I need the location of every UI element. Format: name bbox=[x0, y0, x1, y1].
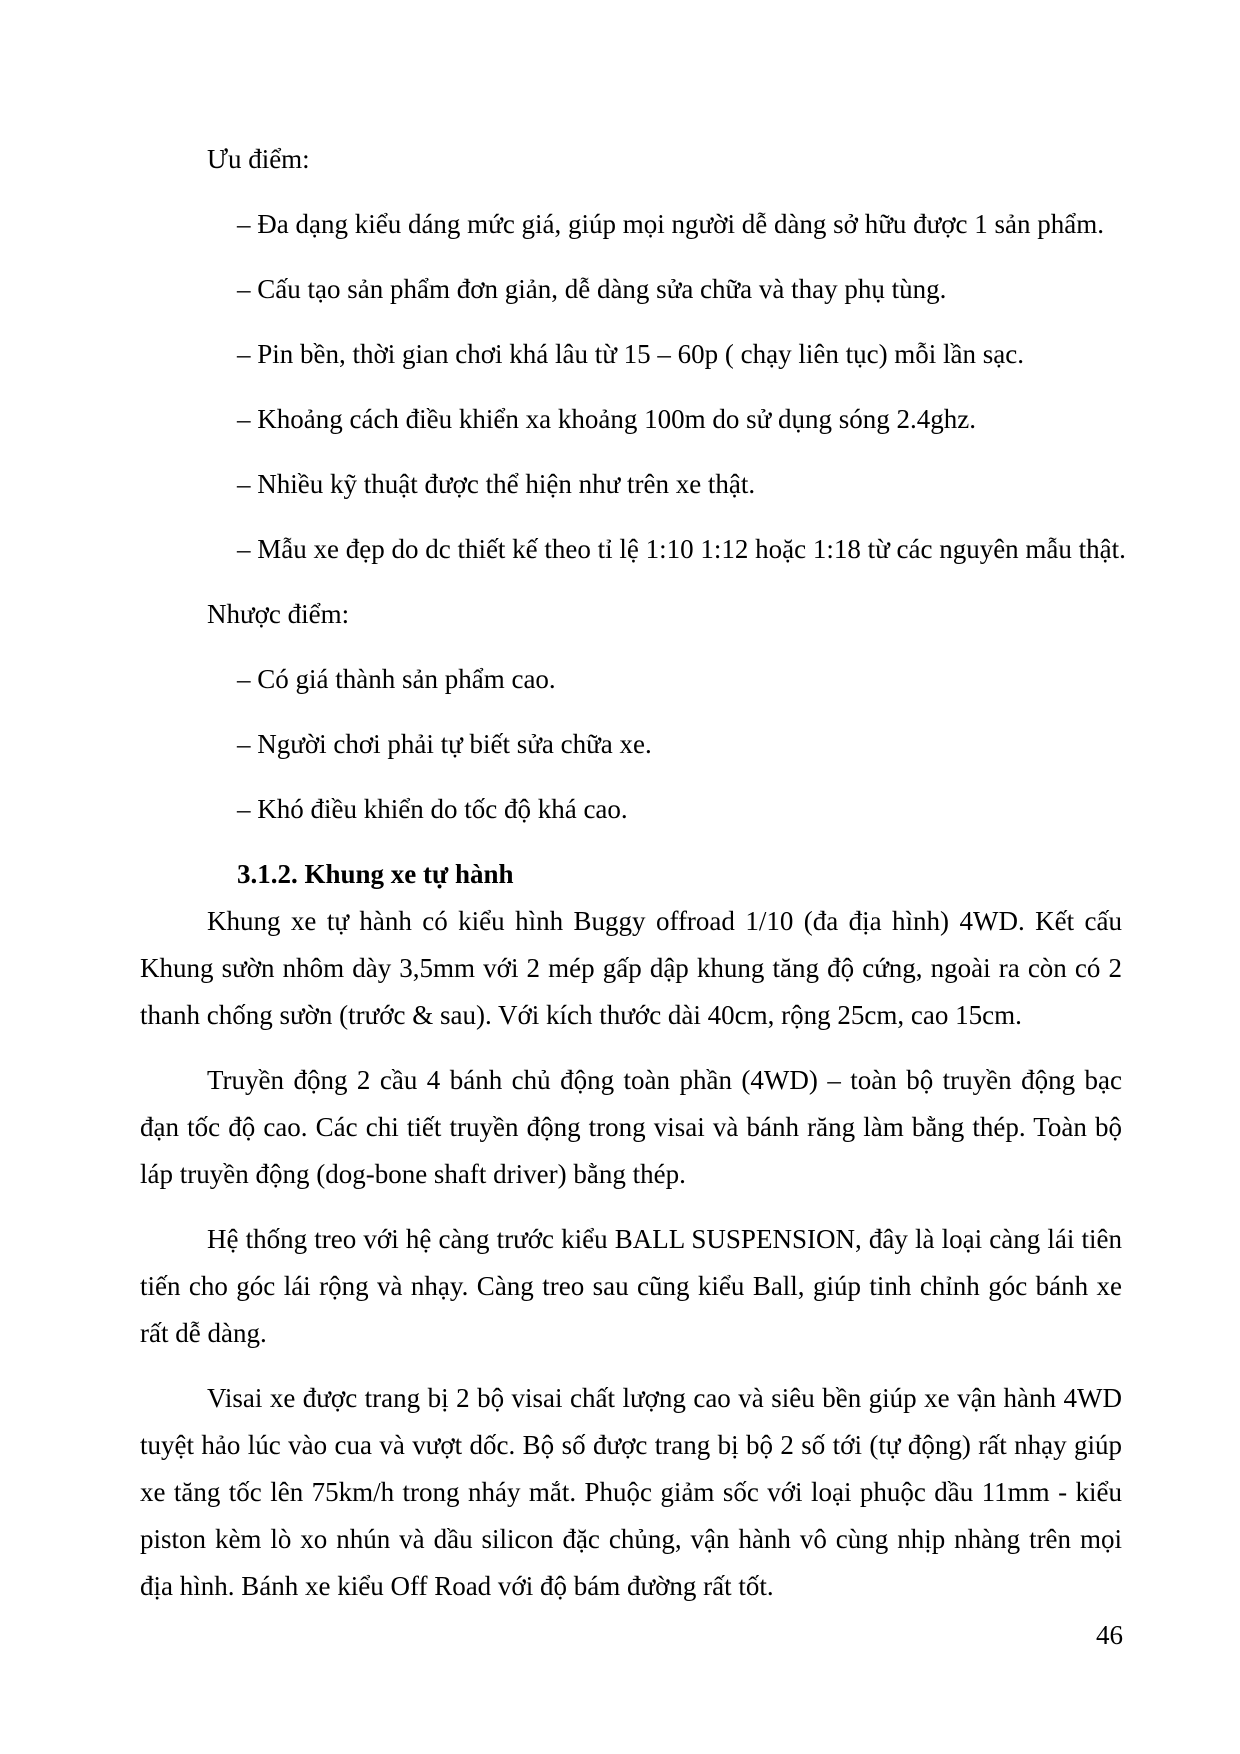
section-heading: 3.1.2. Khung xe tự hành bbox=[237, 859, 514, 889]
advantage-item: – Khoảng cách điều khiển xa khoảng 100m do sử dụng sóng 2.4ghz. bbox=[237, 404, 977, 434]
disadvantage-item: – Có giá thành sản phẩm cao. bbox=[237, 664, 556, 694]
body-paragraph: Khung xe tự hành có kiểu hình Buggy offroad 1/10 (đa địa hình) 4WD. Kết cấu Khung sườn nhôm dày 3,5mm với 2 mép gấp dập khung tăng độ cứng, ngoài ra còn có 2 thanh chống sườn (trước & sau). Với kích thước dài 40cm, rộng 25cm, cao 15cm. bbox=[140, 906, 1122, 1030]
disadvantage-item: – Người chơi phải tự biết sửa chữa xe. bbox=[237, 729, 652, 759]
advantage-item: – Đa dạng kiểu dáng mức giá, giúp mọi người dễ dàng sở hữu được 1 sản phẩm. bbox=[237, 209, 1104, 239]
body-paragraph: Visai xe được trang bị 2 bộ visai chất lượng cao và siêu bền giúp xe vận hành 4WD tuyệt hảo lúc vào cua và vượt dốc. Bộ số được trang bị bộ 2 số tới (tự động) rất nhạy giúp xe tăng tốc lên 75km/h trong nháy mắt. Phuộc giảm sốc với loại phuộc dầu 11mm - kiểu piston kèm lò xo nhún và dầu silicon đặc chủng, vận hành vô cùng nhịp nhàng trên mọi địa hình. Bánh xe kiểu Off Road với độ bám đường rất tốt. bbox=[140, 1383, 1122, 1601]
advantage-item: – Cấu tạo sản phẩm đơn giản, dễ dàng sửa chữa và thay phụ tùng. bbox=[237, 274, 947, 304]
body-paragraph: Hệ thống treo với hệ càng trước kiểu BALL SUSPENSION, đây là loại càng lái tiên tiến cho góc lái rộng và nhạy. Càng treo sau cũng kiểu Ball, giúp tinh chỉnh góc bánh xe rất dễ dàng. bbox=[140, 1224, 1122, 1348]
body-paragraph: Truyền động 2 cầu 4 bánh chủ động toàn phần (4WD) – toàn bộ truyền động bạc đạn tốc độ cao. Các chi tiết truyền động trong visai và bánh răng làm bằng thép. Toàn bộ láp truyền động (dog-bone shaft driver) bằng thép. bbox=[140, 1065, 1122, 1189]
advantage-item: – Mẫu xe đẹp do dc thiết kế theo tỉ lệ 1:10 1:12 hoặc 1:18 từ các nguyên mẫu thật. bbox=[237, 534, 1126, 564]
advantage-item: – Nhiều kỹ thuật được thể hiện như trên xe thật. bbox=[237, 469, 756, 499]
advantage-item: – Pin bền, thời gian chơi khá lâu từ 15 – 60p ( chạy liên tục) mỗi lần sạc. bbox=[237, 339, 1025, 369]
page-number: 46 bbox=[1096, 1620, 1123, 1650]
advantages-label: Ưu điểm: bbox=[207, 144, 310, 174]
disadvantages-label: Nhược điểm: bbox=[207, 599, 350, 629]
disadvantage-item: – Khó điều khiển do tốc độ khá cao. bbox=[237, 794, 628, 824]
